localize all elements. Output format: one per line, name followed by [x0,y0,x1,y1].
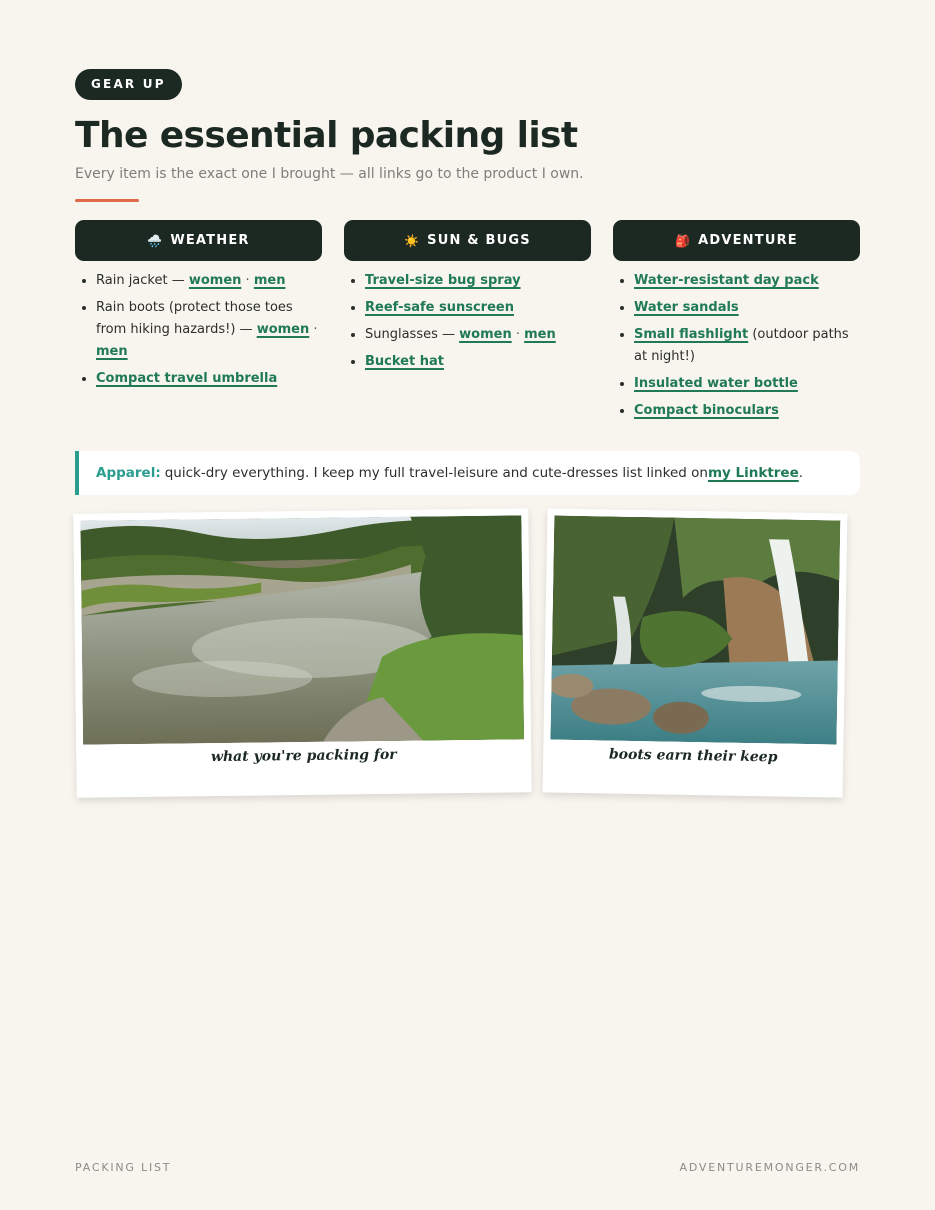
footer-left: PACKING LIST [75,1161,172,1174]
product-link[interactable]: Travel-size bug spray [365,273,521,288]
item-label: Sunglasses — [365,327,460,342]
list-item [634,400,860,422]
product-link[interactable]: Compact binoculars [634,403,779,418]
product-link[interactable]: men [253,273,286,288]
item-list [344,270,591,373]
list-item [634,324,860,368]
photo-caption: boots earn their keep [608,746,778,766]
product-link[interactable]: Bucket hat [365,354,444,369]
product-link[interactable]: Water-resistant day pack [634,273,819,288]
accent-divider [75,199,139,202]
product-link[interactable]: Compact travel umbrella [96,371,278,386]
item-list [613,270,860,422]
column-heading [344,220,591,261]
list-item [365,351,591,373]
packing-list-section [75,69,860,427]
product-link[interactable]: men [96,344,128,359]
item-note: (outdoor paths at night!) [634,327,849,364]
list-item [634,297,860,319]
photo-card-waterfall [543,508,848,797]
column-sun-bugs [344,220,591,427]
product-link[interactable]: women [459,327,512,342]
list-item [634,270,860,292]
river-landscape-image [80,515,524,744]
packing-columns [75,220,860,427]
footer-right: ADVENTUREMONGER.COM [679,1161,860,1174]
column-adventure [613,220,860,427]
waterfall-image [550,516,840,745]
backpack-icon: 🎒 [675,233,691,248]
page-title: The essential packing list [75,115,578,156]
column-heading [75,220,322,261]
column-heading-label: ADVENTURE [698,233,798,248]
column-heading-label: SUN & BUGS [427,233,531,248]
column-heading [613,220,860,261]
link-separator: · [309,322,318,337]
list-item [634,373,860,395]
list-item [96,368,322,390]
section-badge: GEAR UP [75,69,182,100]
photo-caption: what you're packing for [210,746,397,766]
link-separator: · [241,273,254,288]
photo-card-river [73,508,531,798]
product-link[interactable]: women [256,322,310,337]
product-link[interactable]: men [524,327,556,342]
list-item [96,297,322,363]
item-list [75,270,322,390]
rain-cloud-icon: 🌧️ [147,233,163,248]
page-subtitle: Every item is the exact one I brought — all links go to the product I own. [75,166,584,182]
sun-icon: ☀️ [404,233,420,248]
product-link[interactable]: Water sandals [634,300,739,315]
list-item [365,324,591,346]
product-link[interactable]: Reef-safe sunscreen [365,300,514,315]
product-link[interactable]: Small flashlight [634,327,749,342]
product-link[interactable]: women [188,273,242,288]
column-weather [75,220,322,427]
item-label: Rain boots (protect those toes from hiking hazards!) — [96,300,293,337]
product-link[interactable]: Insulated water bottle [634,376,798,391]
river-photo [80,515,524,744]
callout-text: quick-dry everything. I keep my full travel-leisure and cute-dresses list linked on [164,465,708,481]
column-heading-label: WEATHER [170,233,250,248]
link-separator: · [511,327,525,342]
callout-end: . [798,465,804,481]
list-item [365,297,591,319]
list-item [96,270,322,292]
linktree-link[interactable]: my Linktree [707,465,799,481]
list-item [365,270,591,292]
callout-lead: Apparel: [96,465,161,481]
waterfall-photo [550,516,840,745]
item-label: Rain jacket — [96,273,189,288]
apparel-callout [75,451,860,495]
